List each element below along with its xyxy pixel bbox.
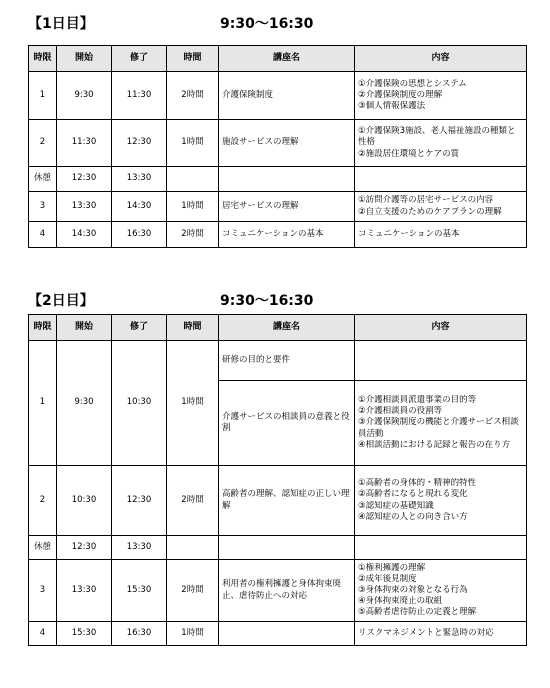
course-cell: 利用者の権利擁護と身体拘束廃止、虐待防止への対応 xyxy=(219,560,355,622)
table-row xyxy=(29,622,527,646)
table-row xyxy=(29,120,527,167)
content-item: ②成年後見制度 xyxy=(358,573,417,584)
course-cell xyxy=(219,622,355,646)
content-item: ⑤高齢者虐待防止の定義と理解 xyxy=(358,607,477,618)
header-content: 内容 xyxy=(355,315,527,341)
day1-label: 【1日目】 xyxy=(28,16,94,32)
day2-time: 9:30〜16:30 xyxy=(220,293,314,309)
content-item: ④認知症の人との向き合い方 xyxy=(358,511,468,522)
start-cell: 12:30 xyxy=(57,536,112,560)
day1-header xyxy=(28,13,528,35)
content-item: ①高齢者の身体的・精神的特性 xyxy=(358,478,477,489)
duration-cell: 1時間 xyxy=(167,120,219,167)
header-period: 時限 xyxy=(29,46,57,72)
content-cell xyxy=(355,167,527,192)
start-cell: 9:30 xyxy=(57,341,112,466)
course-cell: 居宅サービスの理解 xyxy=(219,192,355,222)
course-cell: 介護サービスの相談員の意義と役割 xyxy=(219,381,355,466)
period-cell: 3 xyxy=(29,192,57,222)
start-cell: 9:30 xyxy=(57,72,112,120)
end-cell: 11:30 xyxy=(112,72,167,120)
course-cell: コミュニケーションの基本 xyxy=(219,222,355,248)
header-duration: 時間 xyxy=(167,46,219,72)
start-cell: 11:30 xyxy=(57,120,112,167)
duration-cell: 1時間 xyxy=(167,622,219,646)
day1-header-row xyxy=(29,46,527,72)
header-start: 開始 xyxy=(57,46,112,72)
header-start: 開始 xyxy=(57,315,112,341)
header-course: 講座名 xyxy=(219,46,355,72)
start-cell: 15:30 xyxy=(57,622,112,646)
content-item: コミュニケーションの基本 xyxy=(358,228,460,239)
end-cell: 12:30 xyxy=(112,466,167,536)
content-cell xyxy=(355,192,527,222)
period-cell: 4 xyxy=(29,622,57,646)
content-item: ②高齢者になると現れる変化 xyxy=(358,489,468,500)
end-cell: 12:30 xyxy=(112,120,167,167)
header-content: 内容 xyxy=(355,46,527,72)
content-item: ①介護相談員派遣事業の目的等 xyxy=(358,395,477,406)
course-cell xyxy=(219,167,355,192)
content-item: ①介護保険3施設、老人福祉施設の種類と性格 xyxy=(358,126,516,148)
content-item: ②介護相談員の役割等 xyxy=(358,406,443,417)
content-item: ②介護保険制度の理解 xyxy=(358,89,443,100)
start-cell: 10:30 xyxy=(57,466,112,536)
content-cell xyxy=(355,560,527,622)
header-period: 時限 xyxy=(29,315,57,341)
table-row xyxy=(29,222,527,248)
break-row xyxy=(29,167,527,192)
start-cell: 14:30 xyxy=(57,222,112,248)
course-cell: 研修の目的と要件 xyxy=(219,341,355,381)
content-item: ③認知症の基礎知識 xyxy=(358,500,434,511)
course-cell xyxy=(219,536,355,560)
period-cell: 3 xyxy=(29,560,57,622)
content-cell xyxy=(355,120,527,167)
content-item: ③身体拘束の対象となる行為 xyxy=(358,584,468,595)
break-row xyxy=(29,536,527,560)
course-cell: 高齢者の理解、認知症の正しい理解 xyxy=(219,466,355,536)
day2-header-row xyxy=(29,315,527,341)
content-cell xyxy=(355,341,527,381)
content-cell xyxy=(355,381,527,466)
day2-label: 【2日目】 xyxy=(28,293,94,309)
start-cell: 13:30 xyxy=(57,192,112,222)
end-cell: 14:30 xyxy=(112,192,167,222)
end-cell: 13:30 xyxy=(112,167,167,192)
period-cell: 1 xyxy=(29,341,57,466)
duration-cell: 2時間 xyxy=(167,466,219,536)
period-cell: 1 xyxy=(29,72,57,120)
end-cell: 10:30 xyxy=(112,341,167,466)
duration-cell: 2時間 xyxy=(167,222,219,248)
header-end: 修了 xyxy=(112,46,167,72)
duration-cell xyxy=(167,536,219,560)
start-cell: 12:30 xyxy=(57,167,112,192)
period-cell: 休憩 xyxy=(29,167,57,192)
period-cell: 休憩 xyxy=(29,536,57,560)
end-cell: 15:30 xyxy=(112,560,167,622)
end-cell: 16:30 xyxy=(112,222,167,248)
table-row xyxy=(29,192,527,222)
content-item: ①介護保険の思想とシステム xyxy=(358,78,467,89)
course-cell: 介護保険制度 xyxy=(219,72,355,120)
day1-table xyxy=(28,45,527,248)
header-course: 講座名 xyxy=(219,315,355,341)
duration-cell: 2時間 xyxy=(167,560,219,622)
course-cell: 施設サービスの理解 xyxy=(219,120,355,167)
table-row xyxy=(29,72,527,120)
day2-header xyxy=(28,290,528,312)
content-cell xyxy=(355,622,527,646)
day1-time: 9:30〜16:30 xyxy=(220,16,314,32)
content-cell xyxy=(355,222,527,248)
table-row xyxy=(29,341,527,381)
table-row xyxy=(29,560,527,622)
duration-cell: 2時間 xyxy=(167,72,219,120)
content-item: リスクマネジメントと緊急時の対応 xyxy=(358,627,494,638)
day2-table xyxy=(28,314,527,646)
content-cell xyxy=(355,466,527,536)
table-row xyxy=(29,466,527,536)
period-cell: 4 xyxy=(29,222,57,248)
end-cell: 13:30 xyxy=(112,536,167,560)
duration-cell: 1時間 xyxy=(167,341,219,466)
content-item: ②施設居住環境とケアの質 xyxy=(358,148,460,159)
header-end: 修了 xyxy=(112,315,167,341)
content-cell xyxy=(355,72,527,120)
duration-cell: 1時間 xyxy=(167,192,219,222)
period-cell: 2 xyxy=(29,120,57,167)
content-item: ①権利擁護の理解 xyxy=(358,562,426,573)
start-cell: 13:30 xyxy=(57,560,112,622)
content-cell xyxy=(355,536,527,560)
content-item: ④相談活動における記録と報告の在り方 xyxy=(358,439,511,450)
content-item: ③個人情報保護法 xyxy=(358,101,426,112)
content-item: ④身体拘束廃止の取組 xyxy=(358,596,443,607)
content-item: ③介護保険制度の機能と介護サービス相談員活動 xyxy=(358,417,519,439)
content-item: ①訪問介護等の居宅サービスの内容 xyxy=(358,195,494,206)
duration-cell xyxy=(167,167,219,192)
period-cell: 2 xyxy=(29,466,57,536)
header-duration: 時間 xyxy=(167,315,219,341)
content-item: ②自立支援のためのケアプランの理解 xyxy=(358,206,502,217)
end-cell: 16:30 xyxy=(112,622,167,646)
